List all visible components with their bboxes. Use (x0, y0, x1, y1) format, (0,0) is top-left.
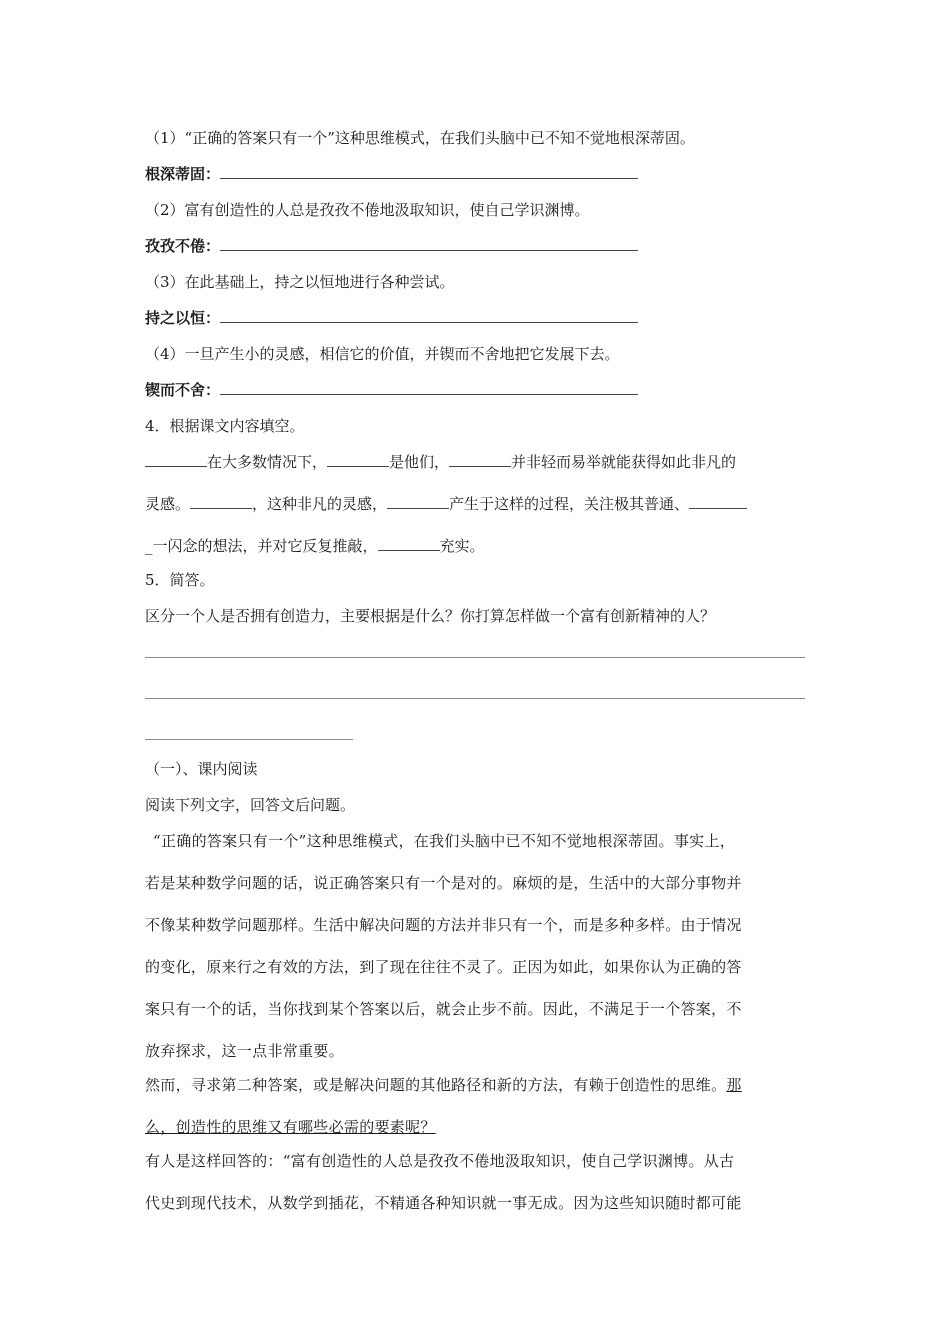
item-4-sentence: （4）一旦产生小的灵感，相信它的价值，并锲而不舍地把它发展下去。 (145, 345, 620, 363)
q4-blank-6[interactable] (689, 494, 747, 509)
q5-answer-line-2[interactable] (145, 698, 805, 699)
reading-p2-line-2 (145, 1117, 436, 1137)
q4-text-4: 灵感。 (145, 495, 191, 513)
item-1-answer-row (145, 164, 638, 184)
reading-p1-line-4: 的变化，原来行之有效的方法，到了现在往往不灵了。正因为如此，如果你认为正确的答 (145, 958, 742, 976)
reading-p1-line-5: 案只有一个的话，当你找到某个答案以后，就会止步不前。因此，不满足于一个答案，不 (145, 1000, 742, 1018)
item-4-answer-blank[interactable] (220, 380, 638, 395)
item-3-sentence: （3）在此基础上，持之以恒地进行各种尝试。 (145, 273, 455, 291)
reading-p1-line-6: 放弃探求，这一点非常重要。 (145, 1042, 344, 1060)
item-2-term: 孜孜不倦： (145, 237, 221, 255)
q4-text-6: 产生于这样的过程，关注极其普通、 (449, 495, 690, 513)
q5-question: 区分一个人是否拥有创造力，主要根据是什么？你打算怎样做一个富有创新精神的人？ (145, 607, 716, 625)
q4-blank-5[interactable] (387, 494, 449, 509)
q4-blank-7[interactable] (378, 536, 440, 551)
q4-blank-1[interactable] (145, 452, 207, 467)
q5-title: 5．简答。 (145, 571, 215, 589)
item-1-sentence: （1）“正确的答案只有一个”这种思维模式，在我们头脑中已不知不觉地根深蒂固。 (145, 129, 695, 147)
reading-instruction: 阅读下列文字，回答文后问题。 (145, 796, 356, 814)
q5-answer-line-1[interactable] (145, 657, 805, 658)
q4-title: 4．根据课文内容填空。 (145, 417, 305, 435)
item-2-sentence: （2）富有创造性的人总是孜孜不倦地汲取知识，使自己学识渊博。 (145, 201, 590, 219)
q4-text-8: 充实。 (439, 537, 485, 555)
item-2-answer-row (145, 236, 638, 256)
q4-text-3: 并非轻而易举就能获得如此非凡的 (511, 453, 737, 471)
item-4-term: 锲而不舍： (145, 381, 221, 399)
q4-blank-4[interactable] (190, 494, 252, 509)
q4-line-3 (145, 536, 485, 556)
q4-line-1 (145, 452, 736, 472)
reading-p2-underlined-question: 么，创造性的思维又有哪些必需的要素呢？ (145, 1118, 436, 1136)
item-3-answer-blank[interactable] (220, 308, 638, 323)
q4-blank-3[interactable] (449, 452, 511, 467)
q4-text-5: ，这种非凡的灵感， (252, 495, 388, 513)
item-4-answer-row (145, 380, 638, 400)
reading-p2-line-1 (145, 1075, 742, 1095)
item-2-answer-blank[interactable] (220, 236, 638, 251)
reading-p1-line-2: 若是某种数学问题的话，说正确答案只有一个是对的。麻烦的是，生活中的大部分事物并 (145, 874, 742, 892)
q5-answer-line-3[interactable] (145, 739, 353, 740)
reading-p3-line-1: 有人是这样回答的：“富有创造性的人总是孜孜不倦地汲取知识，使自己学识渊博。从古 (145, 1152, 735, 1170)
q4-text-2: 是他们， (389, 453, 450, 471)
reading-p3-line-2: 代史到现代技术，从数学到插花，不精通各种知识就一事无成。因为这些知识随时都可能 (145, 1194, 742, 1212)
q4-text-1: 在大多数情况下， (207, 453, 328, 471)
reading-p1-line-3: 不像某种数学问题那样。生活中解决问题的方法并非只有一个，而是多种多样。由于情况 (145, 916, 742, 934)
reading-p2-underlined-start: 那 (726, 1076, 742, 1094)
item-1-term: 根深蒂固： (145, 165, 221, 183)
item-3-answer-row (145, 308, 638, 328)
q4-text-7: _一闪念的想法，并对它反复推敲， (145, 537, 378, 555)
reading-p2-text: 然而，寻求第二种答案，或是解决问题的其他路径和新的方法，有赖于创造性的思维。 (145, 1076, 727, 1094)
item-1-answer-blank[interactable] (220, 164, 638, 179)
reading-section-title: （一）、课内阅读 (145, 760, 258, 778)
q4-line-2 (145, 494, 747, 514)
q4-blank-2[interactable] (327, 452, 389, 467)
item-3-term: 持之以恒： (145, 309, 221, 327)
reading-p1-line-1: “正确的答案只有一个”这种思维模式，在我们头脑中已不知不觉地根深蒂固。事实上， (153, 832, 736, 850)
